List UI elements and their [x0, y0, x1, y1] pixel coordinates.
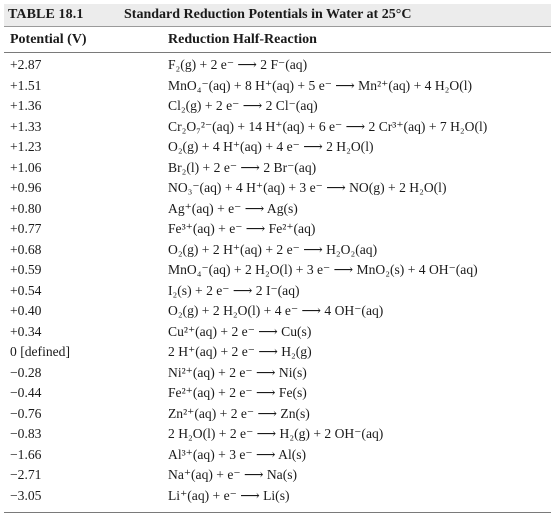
header-reaction: Reduction Half-Reaction [168, 32, 317, 47]
table-row [4, 57, 551, 77]
table-row [4, 139, 551, 159]
table-row [4, 488, 551, 508]
table-title: Standard Reduction Potentials in Water at 25°C [124, 7, 412, 22]
table-row [4, 283, 551, 303]
reaction-cell: MnO₄⁻(aq) + 8 H⁺(aq) + 5 e⁻ ⟶ Mn²⁺(aq) + 4 H₂O(l) [168, 77, 473, 93]
reaction-cell: O₂(g) + 2 H₂O(l) + 4 e⁻ ⟶ 4 OH⁻(aq) [168, 303, 384, 318]
table-row [4, 447, 551, 467]
bottom-rule [4, 512, 551, 513]
reaction-cell: Cl₂(g) + 2 e⁻ ⟶ 2 Cl⁻(aq) [168, 98, 318, 113]
header-potential: Potential (V) [10, 32, 87, 47]
table-row [4, 303, 551, 323]
reaction-cell: 2 H⁺(aq) + 2 e⁻ ⟶ H₂(g) [168, 344, 312, 359]
table-row [4, 242, 551, 262]
table-row [4, 180, 551, 200]
reaction-cell: Na⁺(aq) + e⁻ ⟶ Na(s) [168, 467, 298, 482]
table-row [4, 160, 551, 180]
potential-cell: −2.71 [10, 467, 42, 482]
reaction-cell: Al³⁺(aq) + 3 e⁻ ⟶ Al(s) [168, 446, 307, 462]
reduction-potentials-table [4, 4, 551, 515]
reaction-cell: Zn²⁺(aq) + 2 e⁻ ⟶ Zn(s) [168, 405, 310, 421]
potential-cell: −3.05 [10, 487, 42, 503]
potential-cell: +1.51 [10, 77, 42, 93]
potential-cell: −0.44 [10, 385, 42, 400]
potential-cell: +0.80 [10, 200, 42, 216]
potential-cell: −0.76 [10, 405, 42, 421]
potential-cell: +0.40 [10, 303, 42, 318]
reaction-cell: Cr₂O₇²⁻(aq) + 14 H⁺(aq) + 6 e⁻ ⟶ 2 Cr³⁺(aq) + 7 H₂O(l) [168, 118, 488, 134]
potential-cell: −1.66 [10, 446, 42, 462]
reaction-cell: Br₂(l) + 2 e⁻ ⟶ 2 Br⁻(aq) [168, 159, 317, 175]
reaction-cell: Li⁺(aq) + e⁻ ⟶ Li(s) [168, 487, 290, 503]
potential-cell: +0.34 [10, 323, 42, 339]
reaction-cell: F₂(g) + 2 e⁻ ⟶ 2 F⁻(aq) [168, 57, 308, 72]
reaction-cell: MnO₄⁻(aq) + 2 H₂O(l) + 3 e⁻ ⟶ MnO₂(s) + 4 OH⁻(aq) [168, 262, 478, 277]
reaction-cell: 2 H₂O(l) + 2 e⁻ ⟶ H₂(g) + 2 OH⁻(aq) [168, 426, 384, 441]
potential-cell: +1.36 [10, 98, 42, 113]
table-row [4, 262, 551, 282]
potential-cell: −0.28 [10, 364, 42, 380]
reaction-cell: Ni²⁺(aq) + 2 e⁻ ⟶ Ni(s) [168, 364, 307, 380]
potential-cell: +1.33 [10, 118, 42, 134]
table-label: TABLE 18.1 [8, 7, 84, 22]
table-row [4, 344, 551, 364]
table-header-row [4, 26, 551, 53]
potential-cell: +0.96 [10, 180, 42, 195]
reaction-cell: NO₃⁻(aq) + 4 H⁺(aq) + 3 e⁻ ⟶ NO(g) + 2 H₂O(l) [168, 180, 447, 195]
table-row [4, 78, 551, 98]
table-row [4, 119, 551, 139]
table-row [4, 201, 551, 221]
table-row [4, 406, 551, 426]
reaction-cell: O₂(g) + 4 H⁺(aq) + 4 e⁻ ⟶ 2 H₂O(l) [168, 139, 374, 154]
potential-cell: +0.59 [10, 262, 42, 277]
potential-cell: +1.23 [10, 139, 42, 154]
potential-cell: 0 [defined] [10, 344, 71, 359]
table-row [4, 98, 551, 118]
potential-cell: +0.77 [10, 221, 42, 236]
table-row [4, 426, 551, 446]
reaction-cell: Fe²⁺(aq) + 2 e⁻ ⟶ Fe(s) [168, 385, 307, 400]
table-row [4, 365, 551, 385]
potential-cell: +0.68 [10, 241, 42, 257]
table-row [4, 221, 551, 241]
table-title-bar [4, 4, 551, 27]
reaction-cell: O₂(g) + 2 H⁺(aq) + 2 e⁻ ⟶ H₂O₂(aq) [168, 241, 378, 257]
table-row [4, 385, 551, 405]
table-row [4, 467, 551, 487]
potential-cell: +1.06 [10, 159, 42, 175]
table-row [4, 324, 551, 344]
reaction-cell: Ag⁺(aq) + e⁻ ⟶ Ag(s) [168, 200, 298, 216]
potential-cell: +0.54 [10, 282, 42, 298]
reaction-cell: I₂(s) + 2 e⁻ ⟶ 2 I⁻(aq) [168, 282, 300, 298]
potential-cell: −0.83 [10, 426, 42, 441]
reaction-cell: Cu²⁺(aq) + 2 e⁻ ⟶ Cu(s) [168, 323, 312, 339]
reaction-cell: Fe³⁺(aq) + e⁻ ⟶ Fe²⁺(aq) [168, 221, 316, 236]
potential-cell: +2.87 [10, 57, 42, 72]
